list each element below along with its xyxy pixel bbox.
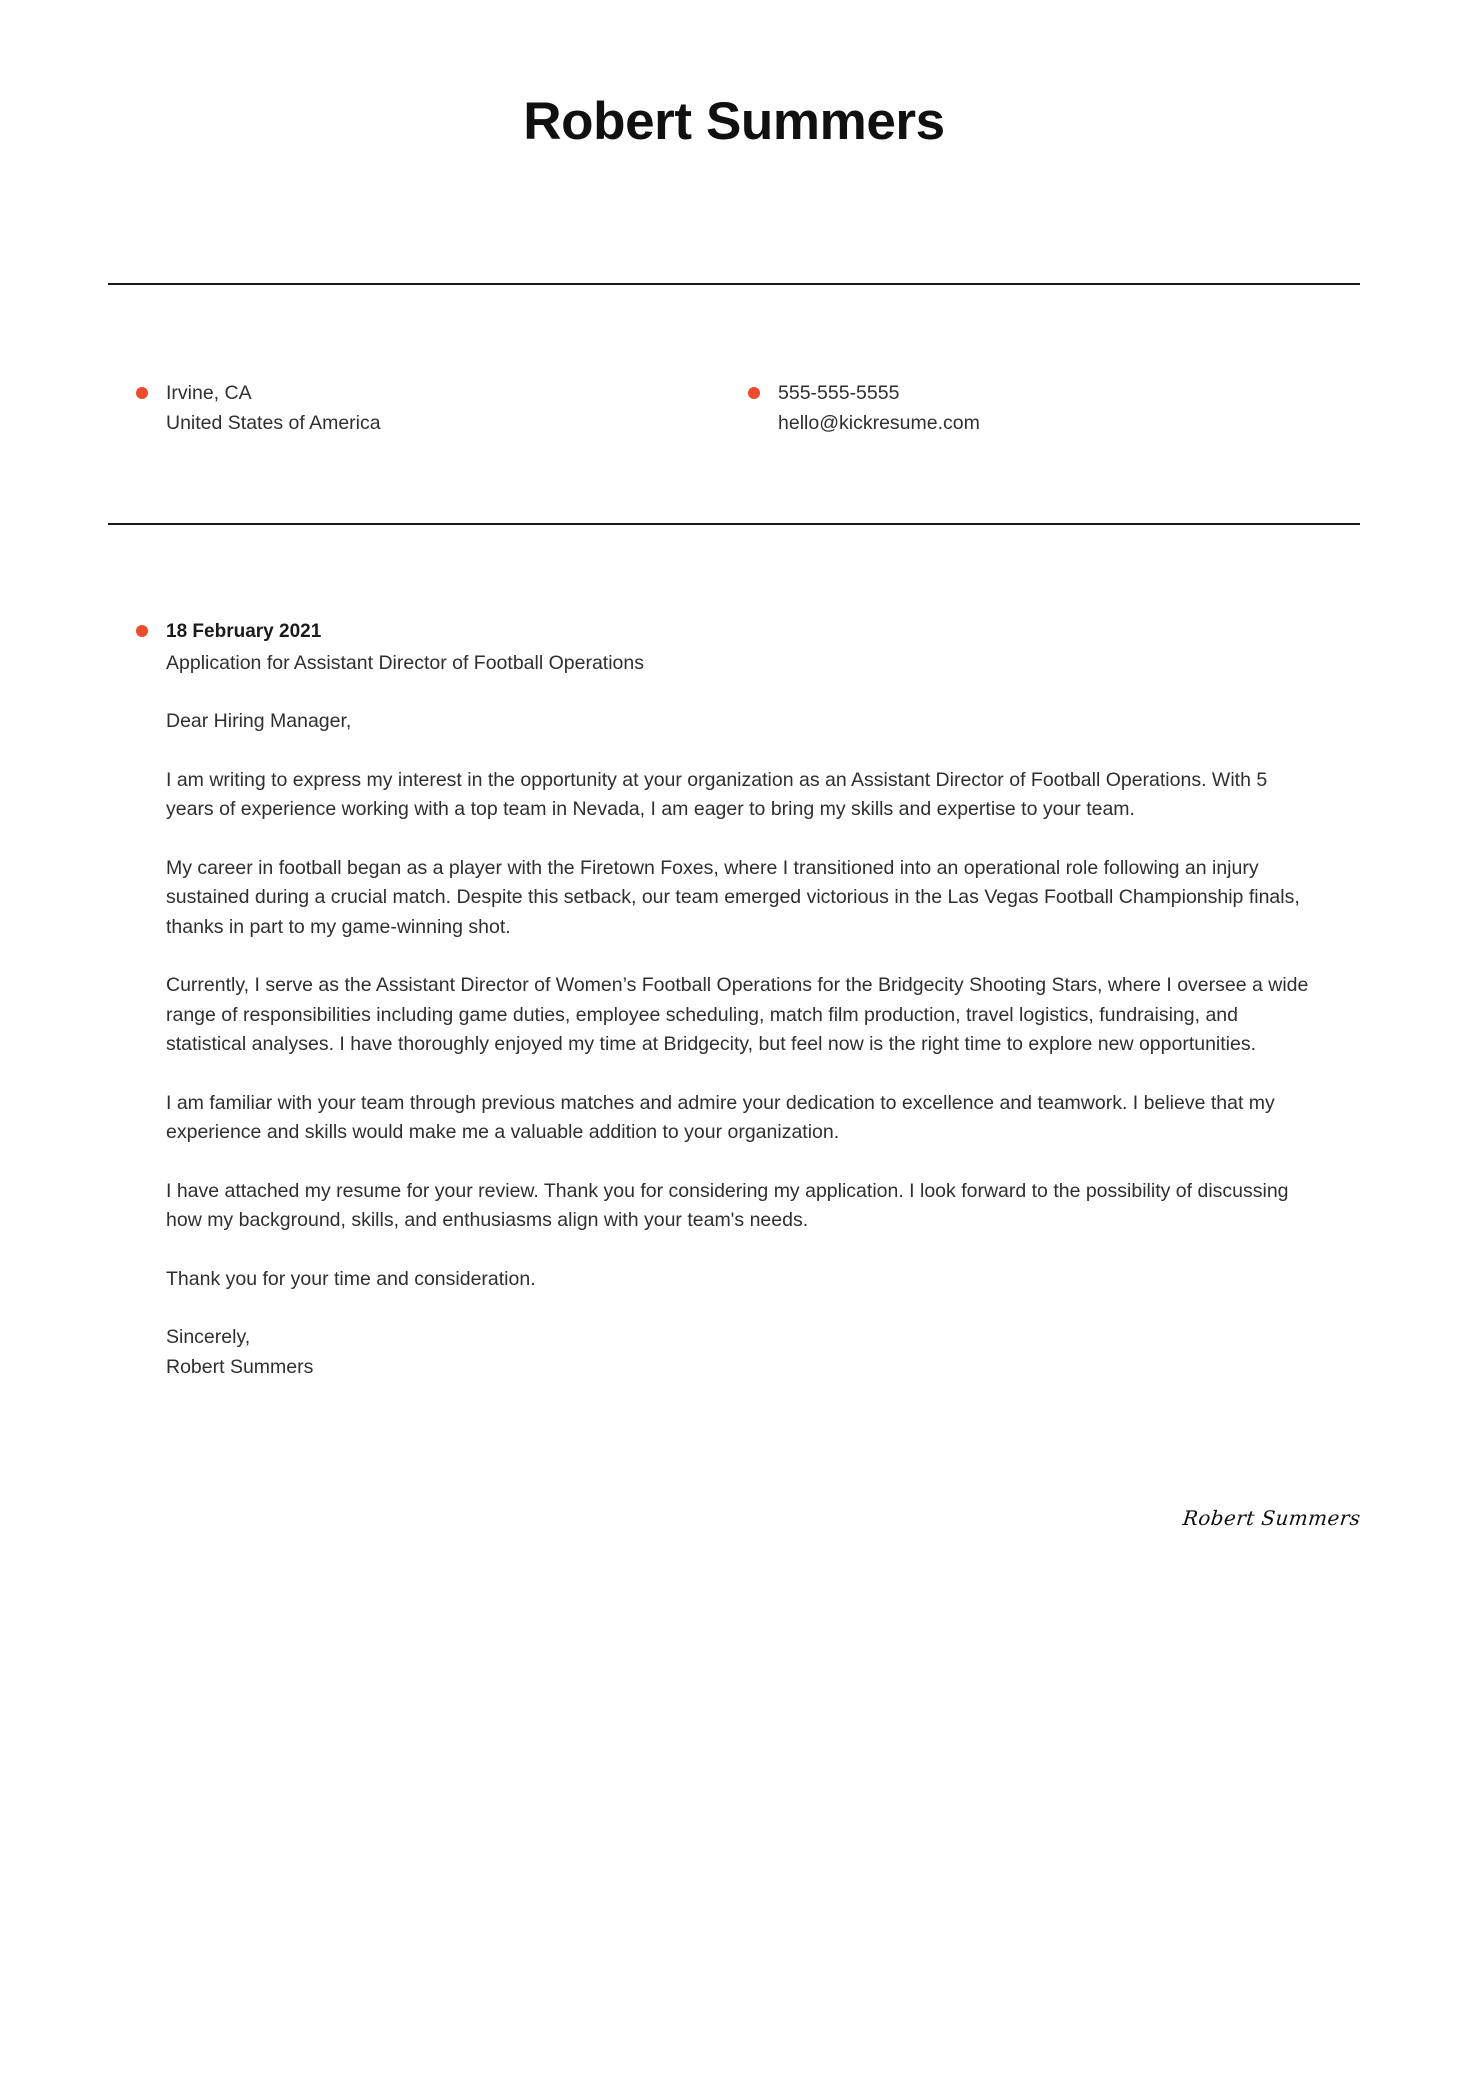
handwritten-signature: Robert Summers xyxy=(1181,1506,1362,1530)
letter-paragraph-3: Currently, I serve as the Assistant Director of Women’s Football Operations for the Bridgecity Shooting Stars, where I oversee a wide range of responsibilities including game duties, employee scheduling, match film production, travel logistics, fundraising, and statistical analyses. I have thoroughly enjoyed my time at Bridgecity, but feel now is the right time to explore new opportunities. xyxy=(166,974,1309,1055)
letter-paragraph-2: My career in football began as a player with the Firetown Foxes, where I transitioned into an operational role following an injury sustained during a crucial match. Despite this setback, our team emerged victorious in the Las Vegas Football Championship finals, thanks in part to my game-winning shot. xyxy=(166,856,1300,938)
contact-phone[interactable]: 555-555-5555 xyxy=(778,382,900,404)
contact-country: United States of America xyxy=(166,412,381,434)
letter-content xyxy=(136,707,1316,1382)
closing-name: Robert Summers xyxy=(166,1355,314,1378)
closing-word: Sincerely, xyxy=(166,1326,251,1348)
letter-closing xyxy=(166,1323,1316,1382)
letter-paragraph-1: I am writing to express my interest in the opportunity at your organization as an Assistant Director of Football Operations. With 5 years of experience working with a top team in Nevada, I am eager to bring my skills and expertise to your team. xyxy=(166,768,1268,820)
letter-heading-group xyxy=(136,617,1316,678)
letter-paragraph-6: Thank you for your time and consideration. xyxy=(166,1267,536,1290)
letter-date: 18 February 2021 xyxy=(166,621,322,642)
contact-city-state: Irvine, CA xyxy=(166,382,252,404)
contact-location-group xyxy=(136,378,381,438)
page-title: Robert Summers xyxy=(523,92,945,151)
letter-paragraph-4: I am familiar with your team through previous matches and admire your dedication to excellence and teamwork. I believe that my experience and skills would make me a valuable addition to your organization. xyxy=(166,1091,1275,1143)
letter-salutation: Dear Hiring Manager, xyxy=(166,710,352,732)
divider-top xyxy=(108,283,1360,285)
bullet-dot-icon xyxy=(136,625,148,637)
bullet-dot-icon xyxy=(748,387,760,399)
letter-paragraph-5: I have attached my resume for your review. Thank you for considering my application. I look forward to the possibility of discussing how my background, skills, and enthusiasms align with your team's needs. xyxy=(166,1179,1289,1231)
contact-details-group xyxy=(748,378,980,438)
letter-body xyxy=(136,617,1316,1382)
bullet-dot-icon xyxy=(136,387,148,399)
divider-middle xyxy=(108,523,1360,525)
contact-email[interactable]: hello@kickresume.com xyxy=(778,412,980,434)
letter-subject: Application for Assistant Director of Football Operations xyxy=(166,651,644,674)
